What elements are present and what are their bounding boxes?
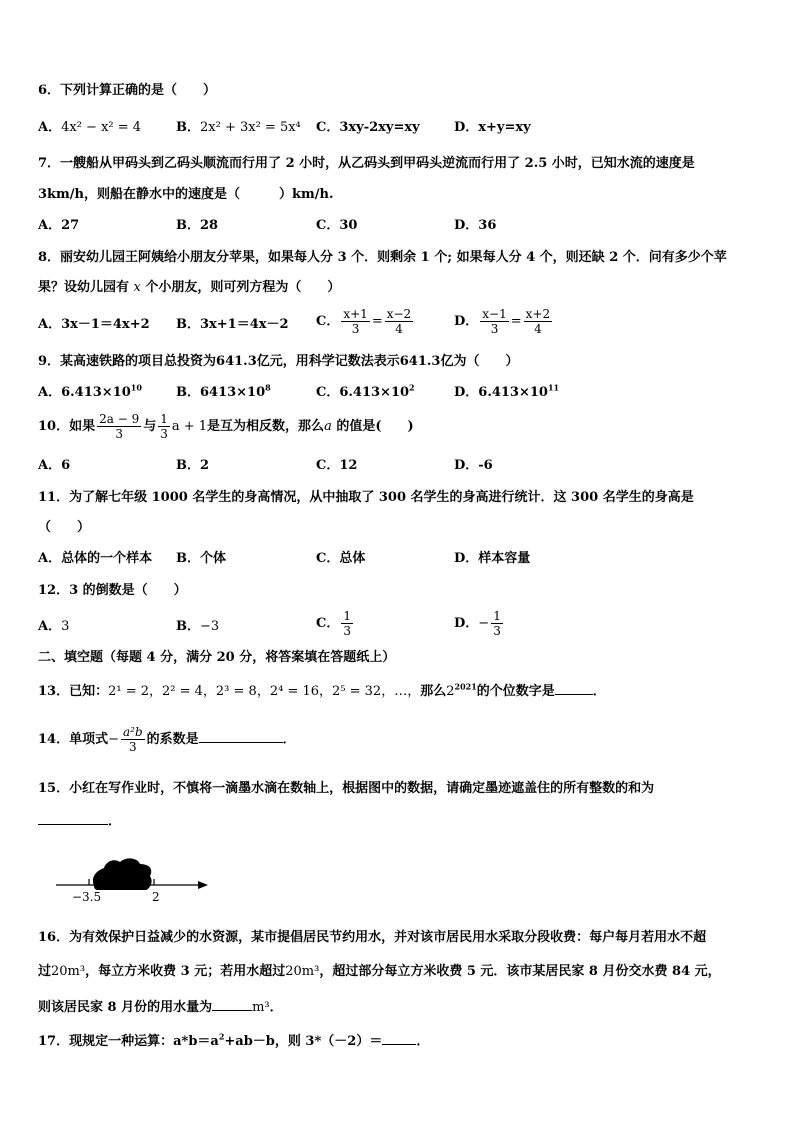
q6-option-d: D．x+y=xy [454, 120, 531, 135]
q8-option-a: A．3x－1＝4x+2 [38, 317, 150, 332]
q11-option-a: A．总体的一个样本 [38, 551, 153, 566]
q11-option-d: D．样本容量 [454, 551, 531, 566]
q7-option-a: A．27 [38, 218, 80, 233]
q6-option-b: B．2x² + 3x² = 5x⁴ [176, 120, 301, 135]
question-17: 17．现规定一种运算：$a*b=a^2+ab-b$，则 3*（－2）＝ ． [38, 1031, 430, 1049]
question-8-line-2: 果？设幼儿园有 x 个小朋友，则可列方程为（ ） [38, 280, 341, 295]
q6-option-b-expr: 2x² + 3x² = 5x⁴ [200, 120, 301, 135]
number-line-label-right: 2 [152, 890, 160, 904]
q7-option-b: B．28 [176, 218, 219, 233]
number-line-label-left: −3.5 [72, 890, 102, 904]
fraction: $\frac{1}{3}$ [343, 609, 351, 638]
q9-option-b: B．$6413\times 10^8$ [176, 382, 271, 400]
answer-blank[interactable] [199, 730, 283, 743]
section-2-heading: 二、填空题（每题 4 分，满分 20 分，将答案填在答题纸上） [38, 650, 396, 665]
fraction: $\frac{1}{3}$ [493, 609, 501, 638]
q7-option-c: C．30 [316, 218, 358, 233]
answer-blank[interactable] [38, 812, 108, 825]
question-16-line-2: 过20m³，每立方米收费 3 元；若用水超过20m³，超过部分每立方米收费 5 元．该市某居民家 8 月份交水费 84 元， [38, 964, 721, 979]
question-8-line-1: 8．丽安幼儿园王阿姨给小朋友分苹果，如果每人分 3 个．则剩余 1 个; 如果每人分 4 个，则还缺 2 个．问有多少个苹 [38, 250, 727, 265]
fraction: $\frac{x-2}{4}$ [386, 307, 412, 336]
q12-option-a: A．3 [38, 619, 70, 634]
q8-option-b: B．3x+1＝4x－2 [176, 317, 289, 332]
fraction: $\frac{x+2}{4}$ [525, 307, 551, 336]
fraction: $\frac{1}{3}$ [160, 412, 168, 441]
q6-option-a-expr: 4x² − x² = 4 [61, 120, 142, 135]
question-16-line-1: 16．为有效保护日益减少的水资源，某市提倡居民节约用水，并对该市居民用水采取分段收费：每户每月若用水不超 [38, 930, 707, 945]
q9-option-a: A．$6.413\times 10^{10}$ [38, 382, 142, 400]
q8-option-c: C． $\frac{x+1}{3}$ = $\frac{x-2}{4}$ [316, 307, 412, 336]
fraction: $\frac{\text{a²b}}{3}$ [123, 725, 143, 754]
question-11-line-1: 11．为了解七年级 1000 名学生的身高情况，从中抽取了 300 名学生的身高进行统计．这 300 名学生的身高是 [38, 490, 694, 505]
q11-option-b: B．个体 [176, 551, 226, 566]
q10-option-c: C．12 [316, 458, 358, 473]
arrow-head-icon [198, 881, 208, 889]
number-line-figure [50, 850, 215, 890]
variable-x: x [133, 280, 141, 295]
fraction: $\frac{x+1}{3}$ [343, 307, 368, 336]
fraction: $\frac{2a - 9}{3}$ [99, 412, 140, 441]
q12-option-d: D．− $\frac{1}{3}$ [454, 609, 501, 638]
q6-option-a: A．4x² − x² = 4 [38, 120, 142, 135]
answer-blank[interactable] [382, 1032, 416, 1045]
q9-option-d: D．$6.413\times 10^{11}$ [454, 382, 560, 400]
ink-blot [93, 858, 152, 890]
q10-option-b: B．2 [176, 458, 210, 473]
q12-option-c: C． $\frac{1}{3}$ [316, 609, 351, 638]
question-10-stem: 10．如果 $\frac{2a - 9}{3}$ 与 $\frac{1}{3}$ a + 1是互为相反数，那么a 的值是( ) [38, 412, 414, 441]
question-14: 14．单项式− $\frac{\text{a²b}}{3}$ 的系数是 ． [38, 725, 296, 754]
question-7-line-1: 7．一艘船从甲码头到乙码头顺流而行用了 2 小时，从乙码头到甲码头逆流而行用了 2.5 小时，已知水流的速度是 [38, 156, 695, 171]
answer-blank[interactable] [555, 682, 593, 695]
question-7-line-2: 3km/h，则船在静水中的速度是（ ）km/h. [38, 187, 334, 202]
q11-option-c: C．总体 [316, 551, 366, 566]
question-11-line-2: （ ） [38, 520, 91, 535]
question-6-stem: 6．下列计算正确的是（ ） [38, 83, 217, 98]
question-15-line-2: ． [38, 812, 121, 831]
q10-option-a: A．6 [38, 458, 71, 473]
q6-option-c: C．3xy-2xy=xy [316, 120, 420, 135]
question-15-line-1: 15．小红在写作业时，不慎将一滴墨水滴在数轴上，根据图中的数据，请确定墨迹遮盖住的所有整数的和为 [38, 781, 655, 796]
q10-option-d: D．-6 [454, 458, 493, 473]
q12-option-b: B．−3 [176, 619, 220, 634]
answer-blank[interactable] [212, 998, 252, 1011]
fraction: $\frac{x-1}{3}$ [482, 307, 507, 336]
q7-option-d: D．36 [454, 218, 497, 233]
question-12-stem: 12．3 的倒数是（ ） [38, 583, 187, 598]
question-13: 13．已知：2¹ = 2，2² = 4，2³ = 8，2⁴ = 16，2⁵ = 32，…，那么$2^{2021}$的个位数字是 ． [38, 681, 606, 699]
question-9-stem: 9．某高速铁路的项目总投资为641.3亿元，用科学记数法表示641.3亿为（ ） [38, 354, 519, 369]
q9-option-c: C．$6.413\times 10^2$ [316, 382, 415, 400]
q8-option-d: D． $\frac{x-1}{3}$ = $\frac{x+2}{4}$ [454, 307, 551, 336]
question-16-line-3: 则该居民家 8 月份的用水量为 m³． [38, 1000, 283, 1015]
